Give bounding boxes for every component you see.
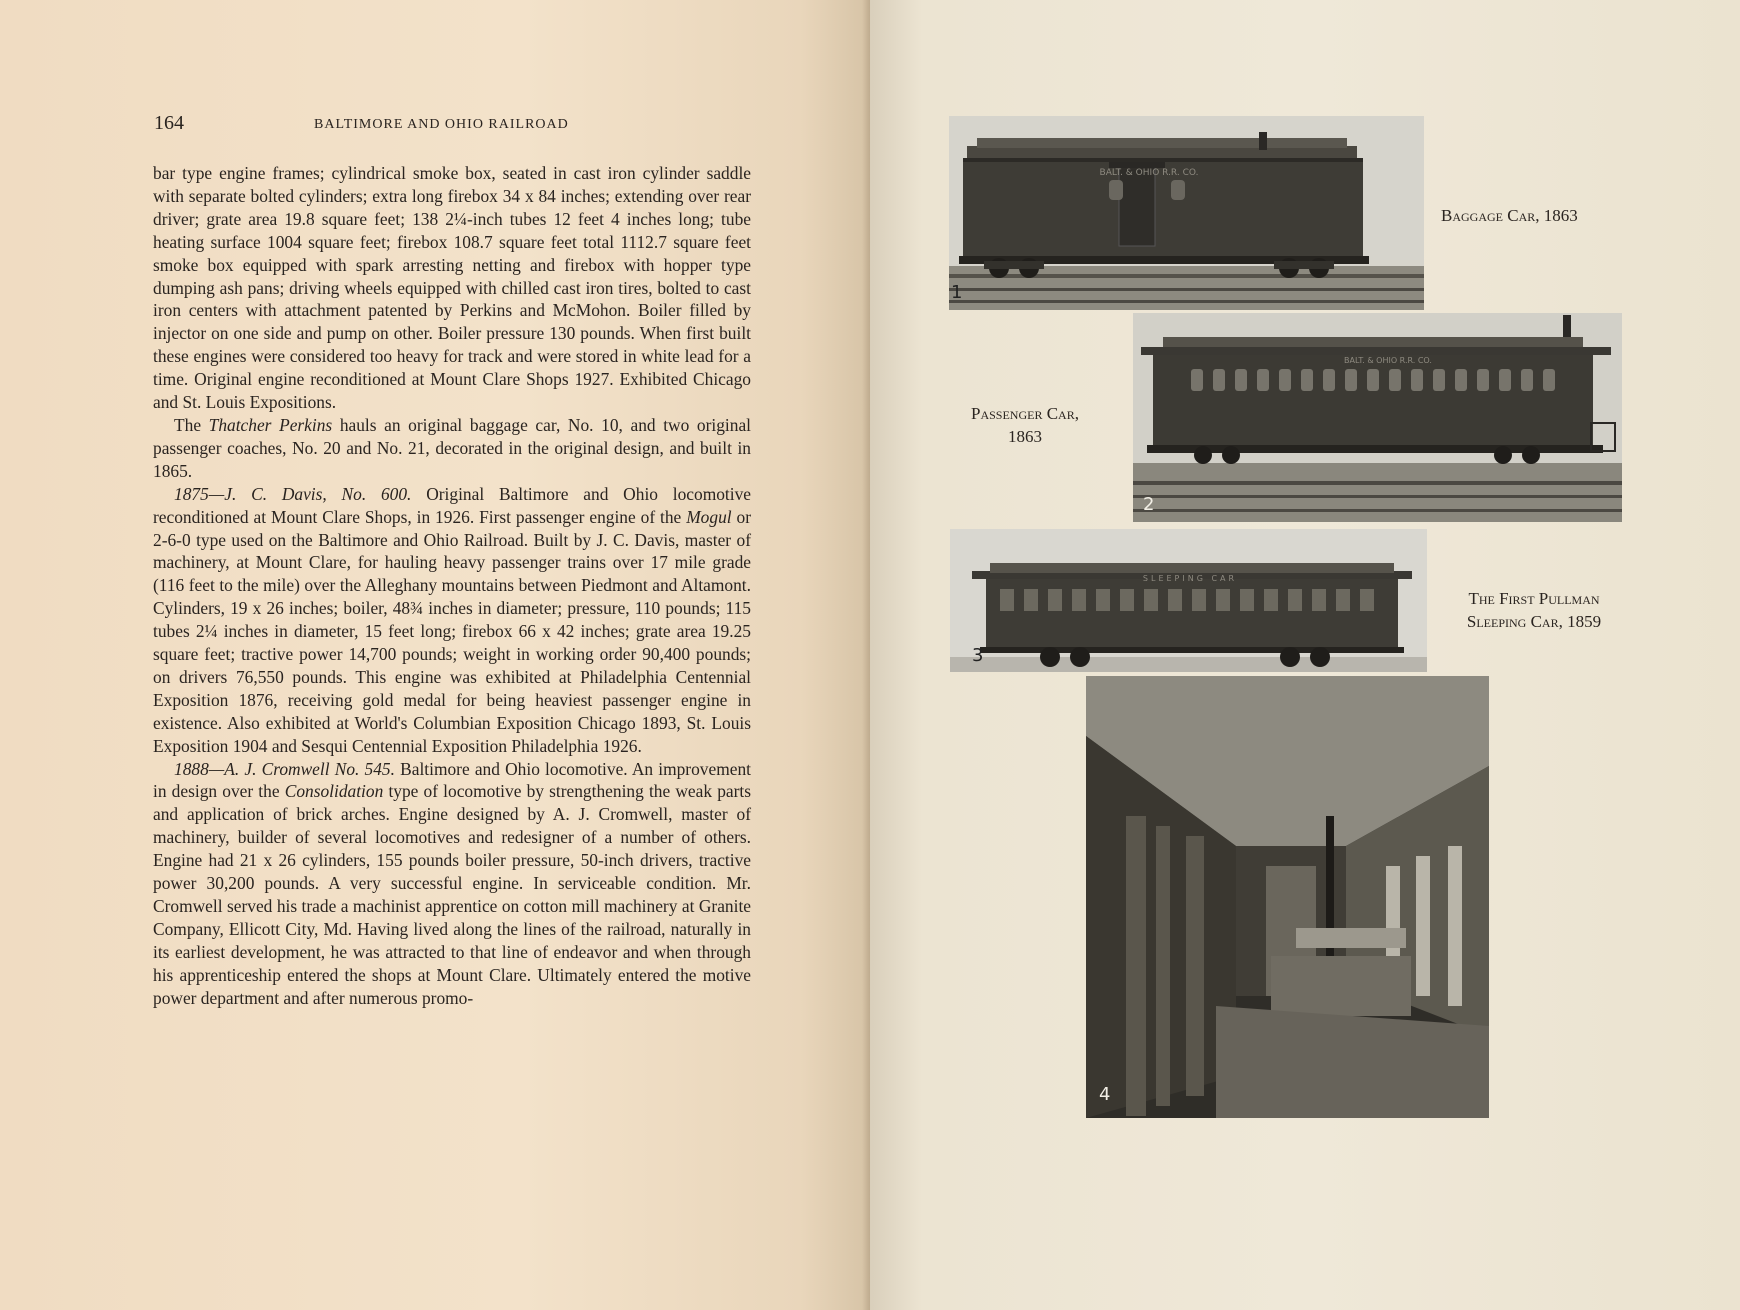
running-head [154, 112, 754, 142]
figure-number-2: 2 [1143, 494, 1155, 515]
caption-passenger-car: Passenger Car, 1863 [971, 404, 1079, 446]
photo-sleeping-car [950, 529, 1427, 672]
figure-number-3: 3 [972, 645, 984, 666]
entry-heading-1888: 1888—A. J. Cromwell No. 545. [174, 758, 395, 779]
car-lettering: SLEEPING CAR [1142, 574, 1238, 583]
car-lettering: BALT. & OHIO R.R. CO. [1344, 356, 1432, 365]
body-text [153, 162, 751, 1010]
car-lettering: BALT. & OHIO R.R. CO. [1099, 168, 1199, 178]
figure-number-4: 4 [1099, 1084, 1111, 1105]
locomotive-name: Thatcher Perkins [208, 414, 333, 435]
caption-sleeping-car: The First Pullman Sleeping Car, 1859 [1466, 589, 1602, 631]
page-number: 164 [154, 112, 184, 134]
figure-number-1: 1 [951, 282, 963, 303]
paragraph-4: 1888—A. J. Cromwell No. 545. Baltimore and Ohio locomotive. An improvement in design over the Consolidation type of locomotive by strengthening the weak parts and application of brick arches. Engine designed by A. J. Cromwell, master of machinery, builder of several locomotives and redesigner of a number of others. Engine had 21 x 26 cylinders, 155 pounds boiler pressure, 50-inch drivers, tractive power 30,200 pounds. A very successful engine. In serviceable condition. Mr. Cromwell served his trade a machinist apprentice on cotton mill machinery at Granite Company, Ellicott City, Md. Having lived along the lines of the railroad, naturally in its earliest development, he was attracted to that line of endeavor and when through his apprenticeship entered the shops at Mount Clare. Ultimately entered the motive power department and after numerous promo- [153, 758, 752, 1008]
running-head-title: BALTIMORE AND OHIO RAILROAD [314, 117, 569, 132]
entry-heading-1875: 1875—J. C. Davis, No. 600. [174, 483, 412, 504]
paragraph-3: 1875—J. C. Davis, No. 600. Original Baltimore and Ohio locomotive reconditioned at Mount Clare Shops, in 1926. First passenger engine of the Mogul or 2-6-0 type used on the Baltimore and Ohio Railroad. Built by J. C. Davis, master of machinery, at Mount Clare, for hauling heavy passenger trains over 17 mile grade (116 feet to the mile) over the Alleghany mountains between Piedmont and Altamont. Cylinders, 19 x 26 inches; boiler, 48¾ inches in diameter; pressure, 110 pounds; 115 tubes 2¼ inches in diameter, 15 feet long; firebox 66 x 42 inches; grate area 19.25 square feet; tractive power 14,700 pounds; weight in working order 90,400 pounds; on drivers 76,550 pounds. This engine was exhibited at Philadelphia Centennial Exposition 1876, receiving gold medal for being heaviest passenger engine in existence. Also exhibited at World's Columbian Exposition Chicago 1893, St. Louis Exposition 1904 and Sesqui Centennial Exposition Philadelphia 1926. [153, 483, 751, 756]
paragraph-2: The Thatcher Perkins hauls an original baggage car, No. 10, and two original passenger coaches, No. 20 and No. 21, decorated in the original design, and built in 1865. [153, 414, 752, 481]
caption-baggage-car: Baggage Car, 1863 [1441, 206, 1578, 225]
photo-passenger-car [1133, 313, 1622, 522]
photo-sleeping-car-interior [1086, 676, 1489, 1118]
photo-baggage-car [949, 116, 1424, 310]
paragraph-1: bar type engine frames; cylindrical smoke box, seated in cast iron cylinder saddle with separate bolted cylinders; extra long firebox 34 x 84 inches; extending over rear driver; grate area 19.8 square feet; 138 2¼-inch tubes 12 feet 4 inches long; tube heating surface 1004 square feet; firebox 108.7 square feet total 1112.7 square feet smoke box equipped with spark arresting netting and firebox with hopper type dumping ash pans; driving wheels equipped with chilled cast iron tires, bolted to cast iron centers with attachment patented by Perkins and McMohon. Boiler filled by injector on one side and pump on other. Boiler pressure 130 pounds. When first built these engines were considered too heavy for track and were stored in white lead for a time. Original engine reconditioned at Mount Clare Shops 1927. Exhibited Chicago and St. Louis Expositions. [153, 163, 751, 413]
